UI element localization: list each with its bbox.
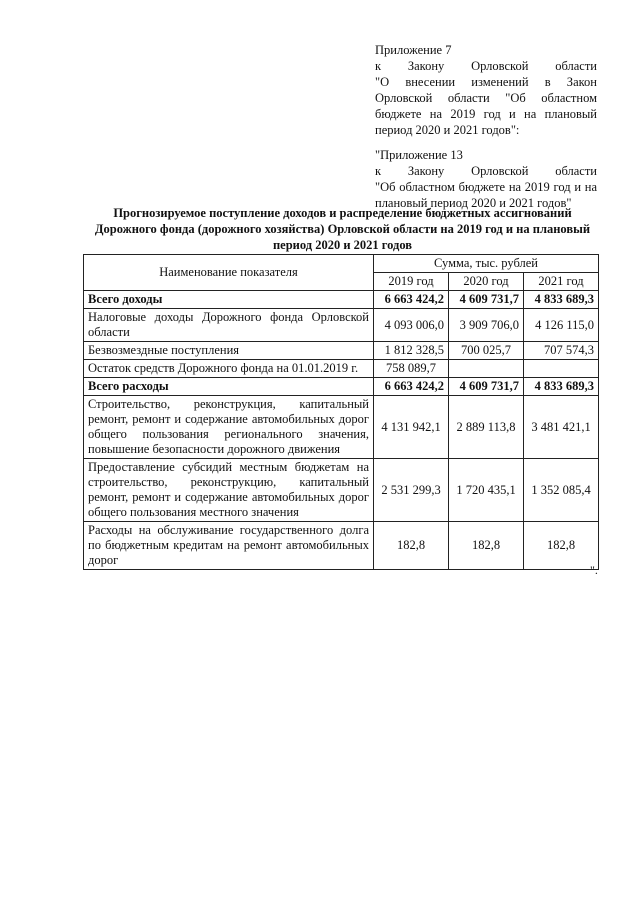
row-value-2020: 3 909 706,0 xyxy=(449,309,524,342)
table-row-local-subsidies xyxy=(84,459,599,522)
table-header-row xyxy=(84,255,599,273)
row-value-2019: 4 093 006,0 xyxy=(374,309,449,342)
row-value-2020: 182,8 xyxy=(449,522,524,570)
row-value-2019: 2 531 299,3 xyxy=(374,459,449,522)
row-name: Расходы на обслуживание государственного долга по бюджетным кредитам на ремонт автомобильных дорог xyxy=(84,522,374,570)
header-sum: Сумма, тыс. рублей xyxy=(374,255,599,273)
row-value-2019: 182,8 xyxy=(374,522,449,570)
document-title: Прогнозируемое поступление доходов и распределение бюджетных ассигнований Дорожного фонда (дорожного хозяйства) Орловской области на 2019 год и на плановый период 2020 и 2021 годов xyxy=(94,206,591,252)
row-name: Всего доходы xyxy=(84,291,374,309)
row-name: Строительство, реконструкция, капитальный ремонт, ремонт и содержание автомобильных дорог общего пользования регионального значения, повышение безопасности дорожного движения xyxy=(84,396,374,459)
table-row-total-income xyxy=(84,291,599,309)
appendix-law-ref: к Закону Орловской области xyxy=(375,59,597,73)
table-row-debt-service xyxy=(84,522,599,570)
budget-table xyxy=(83,254,599,570)
row-value-2021: 4 833 689,3 xyxy=(524,291,599,309)
row-value-2020: 1 720 435,1 xyxy=(449,459,524,522)
row-value-2020: 4 609 731,7 xyxy=(449,378,524,396)
row-value-2019: 6 663 424,2 xyxy=(374,378,449,396)
row-value-2019: 6 663 424,2 xyxy=(374,291,449,309)
row-value-2021: 182,8 xyxy=(524,522,599,570)
row-value-2020: 700 025,7 xyxy=(449,342,524,360)
table-row-regional-roads xyxy=(84,396,599,459)
closing-quote: ". xyxy=(590,563,598,577)
row-value-2021: 3 481 421,1 xyxy=(524,396,599,459)
row-name: Остаток средств Дорожного фонда на 01.01.2019 г. xyxy=(84,360,374,378)
header-year-2019: 2019 год xyxy=(374,273,449,291)
row-name: Безвозмездные поступления xyxy=(84,342,374,360)
row-name: Предоставление субсидий местным бюджетам на строительство, реконструкцию, капитальный ремонт, ремонт и содержание автомобильных дорог общего пользования местного значения xyxy=(84,459,374,522)
appendix-header xyxy=(375,42,597,211)
row-value-2021 xyxy=(524,360,599,378)
row-value-2020: 4 609 731,7 xyxy=(449,291,524,309)
appendix-original-number: "Приложение 13 xyxy=(375,148,463,162)
row-name: Всего расходы xyxy=(84,378,374,396)
table-row-tax-income xyxy=(84,309,599,342)
header-indicator-name: Наименование показателя xyxy=(84,255,374,291)
header-year-2020: 2020 год xyxy=(449,273,524,291)
row-name: Налоговые доходы Дорожного фонда Орловской области xyxy=(84,309,374,342)
table-row-total-expenses xyxy=(84,378,599,396)
row-value-2021: 1 352 085,4 xyxy=(524,459,599,522)
appendix-original-law-ref: к Закону Орловской области xyxy=(375,164,597,178)
row-value-2020 xyxy=(449,360,524,378)
appendix-law-title: "О внесении изменений в Закон Орловской области "Об областном бюджете на 2019 год и на плановый период 2020 и 2021 годов": xyxy=(375,75,597,137)
row-value-2019: 758 089,7 xyxy=(374,360,449,378)
row-value-2021: 4 833 689,3 xyxy=(524,378,599,396)
row-value-2020: 2 889 113,8 xyxy=(449,396,524,459)
appendix-original-law-title: "Об областном бюджете на 2019 год и на плановый период 2020 и 2021 годов" xyxy=(375,180,597,210)
row-value-2021: 4 126 115,0 xyxy=(524,309,599,342)
header-year-2021: 2021 год xyxy=(524,273,599,291)
table-row-grants xyxy=(84,342,599,360)
row-value-2019: 1 812 328,5 xyxy=(374,342,449,360)
table-row-fund-balance xyxy=(84,360,599,378)
row-value-2021: 707 574,3 xyxy=(524,342,599,360)
appendix-number: Приложение 7 xyxy=(375,43,452,57)
row-value-2019: 4 131 942,1 xyxy=(374,396,449,459)
